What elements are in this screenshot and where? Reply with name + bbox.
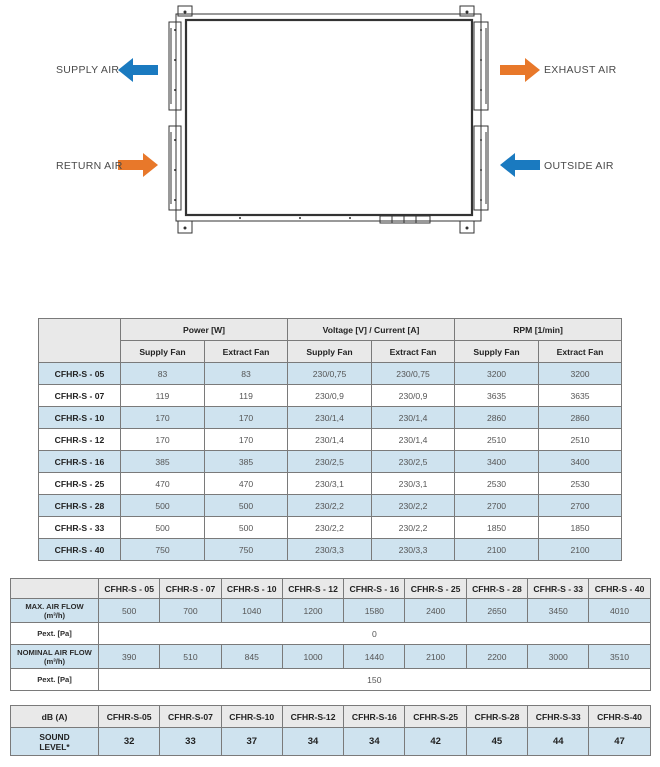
table-cell: 83 — [205, 363, 288, 385]
exhaust-air-label: EXHAUST AIR — [544, 64, 617, 76]
table-cell: 230/3,3 — [372, 539, 455, 561]
max-flow-cell: 2650 — [466, 599, 527, 623]
model-header: CFHR-S - 10 — [221, 579, 282, 599]
sound-level-label-line1: SOUND — [39, 731, 70, 742]
table-cell: 2100 — [455, 539, 539, 561]
nominal-air-flow-label — [11, 645, 99, 669]
table-cell: 230/2,5 — [372, 451, 455, 473]
table-cell: 500 — [121, 517, 205, 539]
table-cell: 500 — [205, 517, 288, 539]
nominal-flow-cell: 510 — [160, 645, 221, 669]
corner-cell — [11, 579, 99, 599]
nominal-flow-cell: 3510 — [589, 645, 650, 669]
performance-table-body — [39, 363, 622, 561]
unit-schematic — [0, 0, 660, 245]
outside-air-arrow — [500, 153, 540, 177]
model-name: CFHR-S - 07 — [39, 385, 121, 407]
table-cell: 2100 — [539, 539, 622, 561]
table-cell: 230/2,2 — [288, 517, 372, 539]
table-cell: 3200 — [455, 363, 539, 385]
table-cell: 230/0,75 — [372, 363, 455, 385]
table-cell: 230/2,2 — [372, 517, 455, 539]
model-name: CFHR-S - 05 — [39, 363, 121, 385]
sound-level-label — [11, 728, 99, 756]
table-cell: 3400 — [455, 451, 539, 473]
db-corner-label: dB (A) — [11, 706, 99, 728]
table-cell: 2860 — [539, 407, 622, 429]
table-cell: 385 — [205, 451, 288, 473]
model-header: CFHR-S - 16 — [344, 579, 405, 599]
table-cell: 500 — [121, 495, 205, 517]
table-row — [39, 407, 622, 429]
model-name: CFHR-S - 28 — [39, 495, 121, 517]
sound-level-label-line2: LEVEL* — [39, 741, 70, 752]
max-air-flow-label-line1: MAX. AIR FLOW — [25, 601, 84, 611]
table-cell: 500 — [205, 495, 288, 517]
nominal-air-flow-label-line1: NOMINAL AIR FLOW — [17, 647, 92, 657]
nominal-flow-cell: 845 — [221, 645, 282, 669]
table-cell: 170 — [121, 407, 205, 429]
table-cell: 230/0,9 — [372, 385, 455, 407]
nominal-flow-cell: 2100 — [405, 645, 466, 669]
model-name: CFHR-S - 10 — [39, 407, 121, 429]
sound-value: 34 — [282, 728, 343, 756]
table-cell: 119 — [121, 385, 205, 407]
model-header: CFHR-S - 12 — [282, 579, 343, 599]
table-cell: 230/1,4 — [372, 407, 455, 429]
header-voltage-current: Voltage [V] / Current [A] — [288, 319, 455, 341]
pext-label: Pext. [Pa] — [11, 669, 99, 691]
unit-diagram — [0, 0, 660, 245]
max-flow-cell: 4010 — [589, 599, 650, 623]
pext-label: Pext. [Pa] — [11, 623, 99, 645]
model-name: CFHR-S - 12 — [39, 429, 121, 451]
table-row — [39, 473, 622, 495]
table-row — [39, 517, 622, 539]
table-cell: 2860 — [455, 407, 539, 429]
table-cell: 230/3,3 — [288, 539, 372, 561]
table-cell: 83 — [121, 363, 205, 385]
max-flow-cell: 1040 — [221, 599, 282, 623]
model-header: CFHR-S - 40 — [589, 579, 650, 599]
table-cell: 230/1,4 — [372, 429, 455, 451]
supply-air-label: SUPPLY AIR — [56, 64, 120, 76]
max-flow-cell: 500 — [99, 599, 160, 623]
corner-cell — [39, 319, 121, 363]
max-flow-cell: 2400 — [405, 599, 466, 623]
table-cell: 2510 — [455, 429, 539, 451]
model-header: CFHR-S-25 — [405, 706, 466, 728]
table-cell: 2700 — [455, 495, 539, 517]
subheader: Supply Fan — [121, 341, 205, 363]
performance-table — [38, 318, 622, 561]
subheader: Extract Fan — [205, 341, 288, 363]
table-cell: 230/3,1 — [288, 473, 372, 495]
model-header: CFHR-S-33 — [528, 706, 589, 728]
table-row — [39, 539, 622, 561]
table-cell: 230/1,4 — [288, 429, 372, 451]
model-header: CFHR-S-28 — [466, 706, 527, 728]
sound-value: 34 — [344, 728, 405, 756]
model-header: CFHR-S-12 — [282, 706, 343, 728]
sound-value: 42 — [405, 728, 466, 756]
table-cell: 170 — [205, 429, 288, 451]
subheader: Extract Fan — [539, 341, 622, 363]
model-header: CFHR-S - 05 — [99, 579, 160, 599]
table-cell: 2700 — [539, 495, 622, 517]
model-header: CFHR-S - 28 — [466, 579, 527, 599]
table-row — [39, 429, 622, 451]
model-header: CFHR-S-40 — [589, 706, 650, 728]
table-cell: 3635 — [455, 385, 539, 407]
header-rpm: RPM [1/min] — [455, 319, 622, 341]
table-cell: 2510 — [539, 429, 622, 451]
table-cell: 385 — [121, 451, 205, 473]
model-name: CFHR-S - 16 — [39, 451, 121, 473]
sound-value: 33 — [160, 728, 221, 756]
table-cell: 230/0,75 — [288, 363, 372, 385]
header-power: Power [W] — [121, 319, 288, 341]
supply-air-arrow — [118, 58, 158, 82]
sound-value: 47 — [589, 728, 650, 756]
nominal-flow-cell: 3000 — [528, 645, 589, 669]
table-cell: 3635 — [539, 385, 622, 407]
table-row — [39, 495, 622, 517]
outside-air-label: OUTSIDE AIR — [544, 160, 614, 172]
table-cell: 750 — [205, 539, 288, 561]
max-flow-cell: 700 — [160, 599, 221, 623]
table-row — [39, 363, 622, 385]
max-flow-cell: 1200 — [282, 599, 343, 623]
table-cell: 170 — [205, 407, 288, 429]
table-cell: 1850 — [539, 517, 622, 539]
table-row — [39, 385, 622, 407]
exhaust-air-arrow — [500, 58, 540, 82]
table-cell: 230/3,1 — [372, 473, 455, 495]
return-air-label: RETURN AIR — [56, 160, 123, 172]
model-header: CFHR-S - 25 — [405, 579, 466, 599]
nominal-flow-cell: 1440 — [344, 645, 405, 669]
sound-level-table — [10, 705, 651, 756]
nominal-flow-cell: 2200 — [466, 645, 527, 669]
subheader: Extract Fan — [372, 341, 455, 363]
table-cell: 470 — [121, 473, 205, 495]
return-air-arrow — [118, 153, 158, 177]
model-header: CFHR-S-10 — [221, 706, 282, 728]
table-cell: 119 — [205, 385, 288, 407]
table-cell: 470 — [205, 473, 288, 495]
airflow-table — [10, 578, 651, 691]
sound-value: 45 — [466, 728, 527, 756]
subheader: Supply Fan — [288, 341, 372, 363]
max-flow-cell: 1580 — [344, 599, 405, 623]
model-name: CFHR-S - 25 — [39, 473, 121, 495]
model-header: CFHR-S-16 — [344, 706, 405, 728]
table-cell: 3400 — [539, 451, 622, 473]
pext-max-value: 0 — [99, 623, 651, 645]
table-cell: 2530 — [539, 473, 622, 495]
subheader: Supply Fan — [455, 341, 539, 363]
table-row — [39, 451, 622, 473]
table-cell: 3200 — [539, 363, 622, 385]
model-header: CFHR-S - 33 — [528, 579, 589, 599]
nominal-air-flow-label-line2: (m³/h) — [43, 656, 66, 666]
max-flow-cell: 3450 — [528, 599, 589, 623]
model-header: CFHR-S-07 — [160, 706, 221, 728]
pext-nominal-value: 150 — [99, 669, 651, 691]
table-cell: 230/2,2 — [288, 495, 372, 517]
table-cell: 230/0,9 — [288, 385, 372, 407]
table-cell: 230/1,4 — [288, 407, 372, 429]
model-name: CFHR-S - 40 — [39, 539, 121, 561]
table-cell: 750 — [121, 539, 205, 561]
max-air-flow-label-line2: (m³/h) — [43, 610, 66, 620]
table-cell: 230/2,2 — [372, 495, 455, 517]
table-cell: 1850 — [455, 517, 539, 539]
table-cell: 2530 — [455, 473, 539, 495]
model-header: CFHR-S - 07 — [160, 579, 221, 599]
sound-value: 32 — [99, 728, 160, 756]
model-name: CFHR-S - 33 — [39, 517, 121, 539]
nominal-flow-cell: 390 — [99, 645, 160, 669]
sound-value: 44 — [528, 728, 589, 756]
table-cell: 170 — [121, 429, 205, 451]
nominal-flow-cell: 1000 — [282, 645, 343, 669]
sound-value: 37 — [221, 728, 282, 756]
model-header: CFHR-S-05 — [99, 706, 160, 728]
max-air-flow-label — [11, 599, 99, 623]
table-cell: 230/2,5 — [288, 451, 372, 473]
